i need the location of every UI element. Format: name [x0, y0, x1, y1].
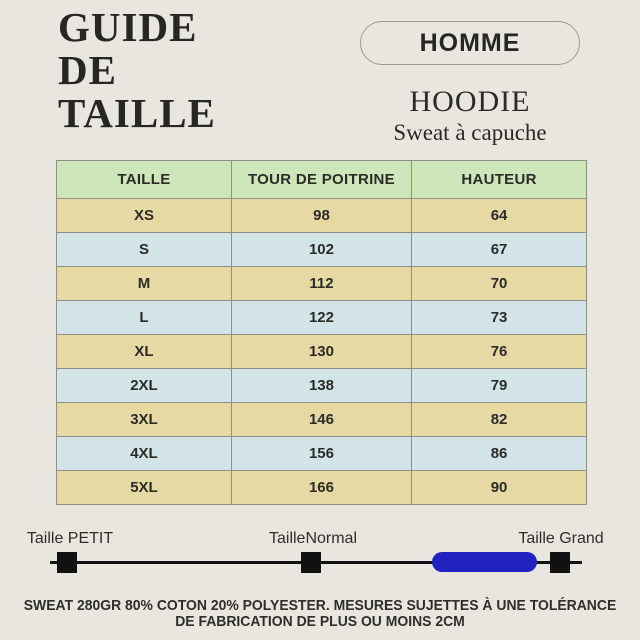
product-header	[360, 21, 580, 146]
table-cell: M	[57, 267, 232, 301]
table-row-5xl	[57, 471, 587, 505]
table-row-4xl	[57, 437, 587, 471]
table-row-m	[57, 267, 587, 301]
fit-scale-indicator-handle[interactable]	[432, 552, 537, 572]
size-table-header	[57, 161, 587, 199]
size-table-body	[57, 199, 587, 505]
page-title-line: TAILLE	[58, 90, 216, 136]
column-header-tour-de-poitrine: TOUR DE POITRINE	[231, 161, 411, 199]
table-cell: 73	[412, 301, 587, 335]
header-row	[57, 161, 587, 199]
table-cell: 4XL	[57, 437, 232, 471]
table-cell: 79	[412, 369, 587, 403]
table-cell: 5XL	[57, 471, 232, 505]
table-cell: 3XL	[57, 403, 232, 437]
column-header-hauteur: HAUTEUR	[412, 161, 587, 199]
page-title-line: GUIDE	[58, 4, 198, 50]
page-title	[58, 6, 216, 135]
footnote-line-1: SWEAT 280GR 80% COTON 20% POLYESTER. MESURES SUJETTES À UNE TOLÉRANCE	[23, 597, 617, 614]
fit-scale-marker-normal	[301, 552, 321, 573]
table-cell: 76	[412, 335, 587, 369]
table-cell: 166	[231, 471, 411, 505]
table-cell: 112	[231, 267, 411, 301]
table-row-l	[57, 301, 587, 335]
table-cell: 122	[231, 301, 411, 335]
table-cell: 70	[412, 267, 587, 301]
size-table	[56, 160, 587, 505]
table-cell: XL	[57, 335, 232, 369]
footnote-line-2: DE FABRICATION DE PLUS OU MOINS 2CM	[175, 613, 465, 630]
fit-scale-marker-small	[57, 552, 77, 573]
table-cell: 138	[231, 369, 411, 403]
fit-scale-label-large: Taille Grand	[518, 530, 604, 547]
table-cell: 146	[231, 403, 411, 437]
table-cell: 98	[231, 199, 411, 233]
table-row-s	[57, 233, 587, 267]
product-title: HOODIE	[409, 85, 531, 118]
table-cell: 156	[231, 437, 411, 471]
fit-scale-label-normal: TailleNormal	[268, 530, 358, 547]
table-row-xl	[57, 335, 587, 369]
table-cell: 64	[412, 199, 587, 233]
table-cell: 130	[231, 335, 411, 369]
table-cell: 90	[412, 471, 587, 505]
table-row-xs	[57, 199, 587, 233]
table-cell: 82	[412, 403, 587, 437]
table-cell: 67	[412, 233, 587, 267]
product-subtitle: Sweat à capuche	[393, 120, 547, 145]
table-cell: XS	[57, 199, 232, 233]
category-badge-homme[interactable]	[360, 21, 580, 65]
page-title-line: DE	[58, 47, 117, 93]
table-cell: 102	[231, 233, 411, 267]
table-cell: 2XL	[57, 369, 232, 403]
column-header-taille: TAILLE	[57, 161, 232, 199]
fit-scale-marker-large	[550, 552, 570, 573]
table-cell: S	[57, 233, 232, 267]
table-row-2xl	[57, 369, 587, 403]
category-badge-label: HOMME	[419, 28, 521, 57]
fit-scale-label-small: Taille PETIT	[26, 530, 114, 547]
table-row-3xl	[57, 403, 587, 437]
table-cell: L	[57, 301, 232, 335]
footnote	[22, 598, 617, 630]
table-cell: 86	[412, 437, 587, 471]
